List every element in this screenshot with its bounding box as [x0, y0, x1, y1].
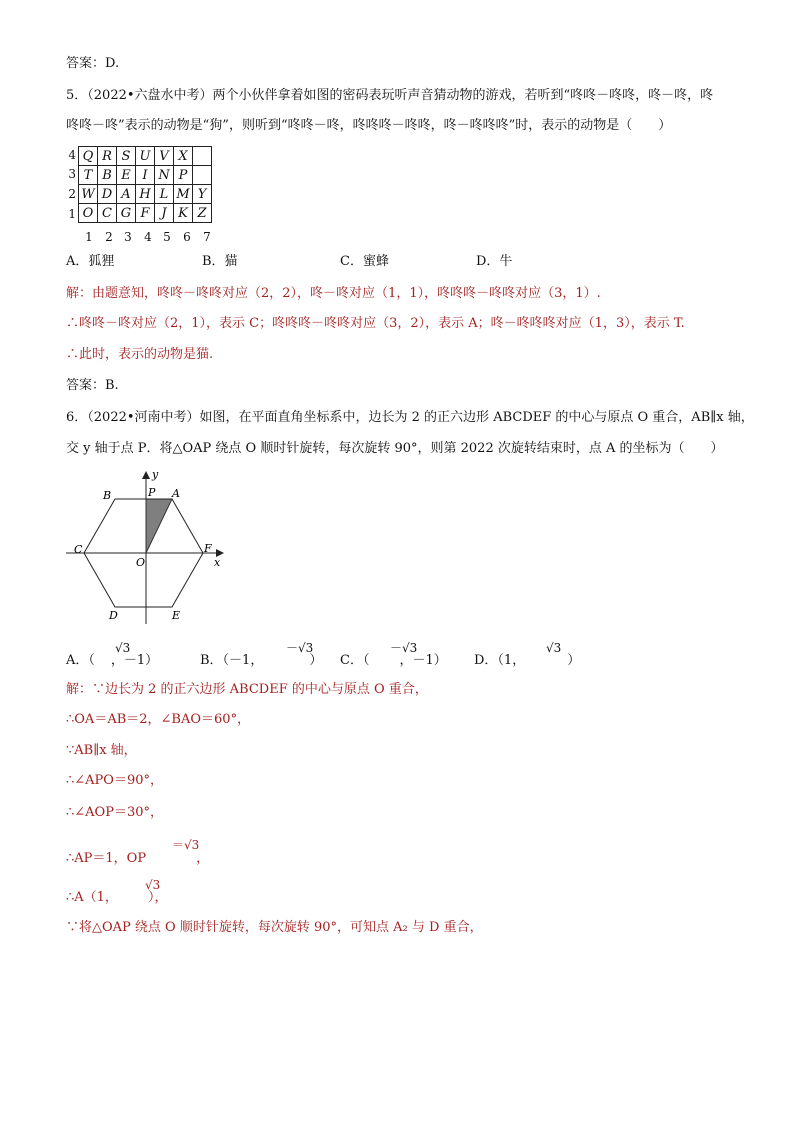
point-p-label: P: [148, 486, 156, 499]
q5-option-a: A．狐狸: [66, 254, 115, 269]
option-suffix: ，－1）: [110, 653, 159, 668]
q6-option-c-sqrt: －√3: [390, 641, 418, 655]
q6-solution-line8: ∵将△OAP 绕点 O 顺时针旋转，每次旋转 90°，可知点 A₂ 与 D 重合，: [66, 920, 483, 935]
q5-solution-line3: ∴此时，表示的动物是猫.: [66, 347, 214, 362]
table-cell: Y: [193, 185, 212, 204]
option-prefix: C．（: [340, 653, 370, 668]
q5-stem-line2: 咚咚－咚”表示的动物是“狗”，则听到“咚咚－咚，咚咚咚－咚咚，咚－咚咚咚”时，表示的动物是（ ）: [66, 118, 672, 133]
grid-row-label: 2: [68, 187, 76, 201]
table-cell: [193, 166, 212, 185]
table-cell: N: [155, 166, 174, 185]
point-b-label: B: [103, 489, 112, 502]
table-cell: Z: [193, 204, 212, 223]
table-cell: A: [117, 185, 136, 204]
q5-solution-line2: ∴咚咚－咚对应（2，1），表示 C；咚咚咚－咚咚对应（3，2），表示 A；咚－咚咚咚对应（1，3），表示 T.: [66, 316, 685, 331]
q6-solution-line2: ∴OA＝AB＝2，∠BAO＝60°，: [66, 712, 251, 727]
table-cell: [193, 147, 212, 166]
table-cell: Q: [79, 147, 98, 166]
option-suffix: ）: [309, 653, 323, 668]
table-cell: M: [174, 185, 193, 204]
q6-option-d: [474, 651, 580, 671]
solution-text: ∴AP＝1，OP: [66, 851, 147, 866]
table-cell: U: [136, 147, 155, 166]
q6-option-d-sqrt: √3: [546, 641, 562, 655]
q6-stem-line1: 6．（2022•河南中考）如图，在平面直角坐标系中，边长为 2 的正六边形 ABCDEF 的中心与原点 O 重合，AB∥x 轴，: [66, 410, 754, 425]
q6-solution-line6: [66, 849, 209, 869]
table-cell: G: [117, 204, 136, 223]
table-cell: P: [174, 166, 193, 185]
table-row: [79, 147, 212, 166]
table-cell: D: [98, 185, 117, 204]
table-cell: H: [136, 185, 155, 204]
grid-col-label: 6: [183, 230, 191, 244]
op-sqrt-value: ＝√3: [172, 838, 200, 852]
table-cell: W: [79, 185, 98, 204]
grid-col-label: 5: [163, 230, 171, 244]
table-cell: B: [98, 166, 117, 185]
grid-col-label: 2: [105, 230, 113, 244]
q5-option-d: D．牛: [476, 254, 513, 269]
q5-stem-line1: 5．（2022•六盘水中考）两个小伙伴拿着如图的密码表玩听声音猜动物的游戏，若听到“咚咚－咚咚，咚－咚，咚: [66, 88, 714, 103]
q6-option-b-sqrt: －√3: [286, 641, 314, 655]
option-suffix: ，－1）: [399, 653, 447, 668]
shaded-triangle-oap: [146, 499, 172, 553]
q5-option-c: C．蜜蜂: [340, 254, 389, 269]
q6-option-a: [66, 651, 158, 671]
q5-solution-line1: 解：由题意知，咚咚－咚咚对应（2，2），咚－咚对应（1，1），咚咚咚－咚咚对应（3，1）.: [66, 286, 601, 301]
previous-answer: 答案：D.: [66, 56, 120, 71]
table-cell: L: [155, 185, 174, 204]
q5-option-b: B．猫: [202, 254, 238, 269]
point-e-label: E: [172, 609, 181, 622]
grid-row-label: 1: [68, 207, 76, 221]
code-table: [78, 146, 212, 223]
x-axis-label: x: [214, 556, 221, 569]
table-cell: C: [98, 204, 117, 223]
grid-col-label: 3: [124, 230, 132, 244]
q6-solution-line3: ∵AB∥x 轴，: [66, 743, 137, 758]
table-cell: F: [136, 204, 155, 223]
a-coordinate-sqrt: √3: [145, 878, 161, 892]
table-cell: K: [174, 204, 193, 223]
table-cell: O: [79, 204, 98, 223]
table-cell: V: [155, 147, 174, 166]
table-cell: J: [155, 204, 174, 223]
grid-row-label: 4: [68, 148, 76, 162]
solution-text: ∴A（1，: [66, 890, 118, 905]
option-prefix: A．（: [66, 653, 95, 668]
grid-row-label: 3: [68, 167, 76, 181]
hexagon-coordinate-figure: [66, 466, 236, 628]
table-row: [79, 204, 212, 223]
table-cell: T: [79, 166, 98, 185]
option-suffix: ）: [567, 653, 581, 668]
grid-col-label: 4: [144, 230, 152, 244]
table-cell: X: [174, 147, 193, 166]
q5-answer: 答案：B.: [66, 378, 119, 393]
table-cell: E: [117, 166, 136, 185]
table-cell: S: [117, 147, 136, 166]
table-row: [79, 166, 212, 185]
point-f-label: F: [204, 542, 212, 555]
y-axis-label: y: [152, 468, 159, 481]
q6-option-a-sqrt: √3: [115, 641, 131, 655]
q6-stem-line2: 交 y 轴于点 P．将△OAP 绕点 O 顺时针旋转，每次旋转 90°，则第 2022 次旋转结束时，点 A 的坐标为（ ）: [66, 441, 724, 456]
point-d-label: D: [109, 609, 118, 622]
table-cell: R: [98, 147, 117, 166]
origin-o-label: O: [136, 556, 146, 569]
grid-col-label: 1: [85, 230, 93, 244]
q6-solution-line1: 解：∵边长为 2 的正六边形 ABCDEF 的中心与原点 O 重合，: [66, 682, 428, 697]
solution-text-tail: ），: [147, 890, 168, 905]
q6-solution-line4: ∴∠APO＝90°，: [66, 773, 163, 788]
q6-solution-line5: ∴∠AOP＝30°，: [66, 805, 163, 820]
grid-col-label: 7: [203, 230, 211, 244]
table-row: [79, 185, 212, 204]
option-prefix: D．（1，: [474, 653, 526, 668]
point-a-label: A: [172, 487, 180, 500]
table-cell: I: [136, 166, 155, 185]
option-prefix: B．（－1，: [200, 653, 264, 668]
point-c-label: C: [74, 543, 83, 556]
solution-text-tail: ，: [196, 851, 210, 866]
